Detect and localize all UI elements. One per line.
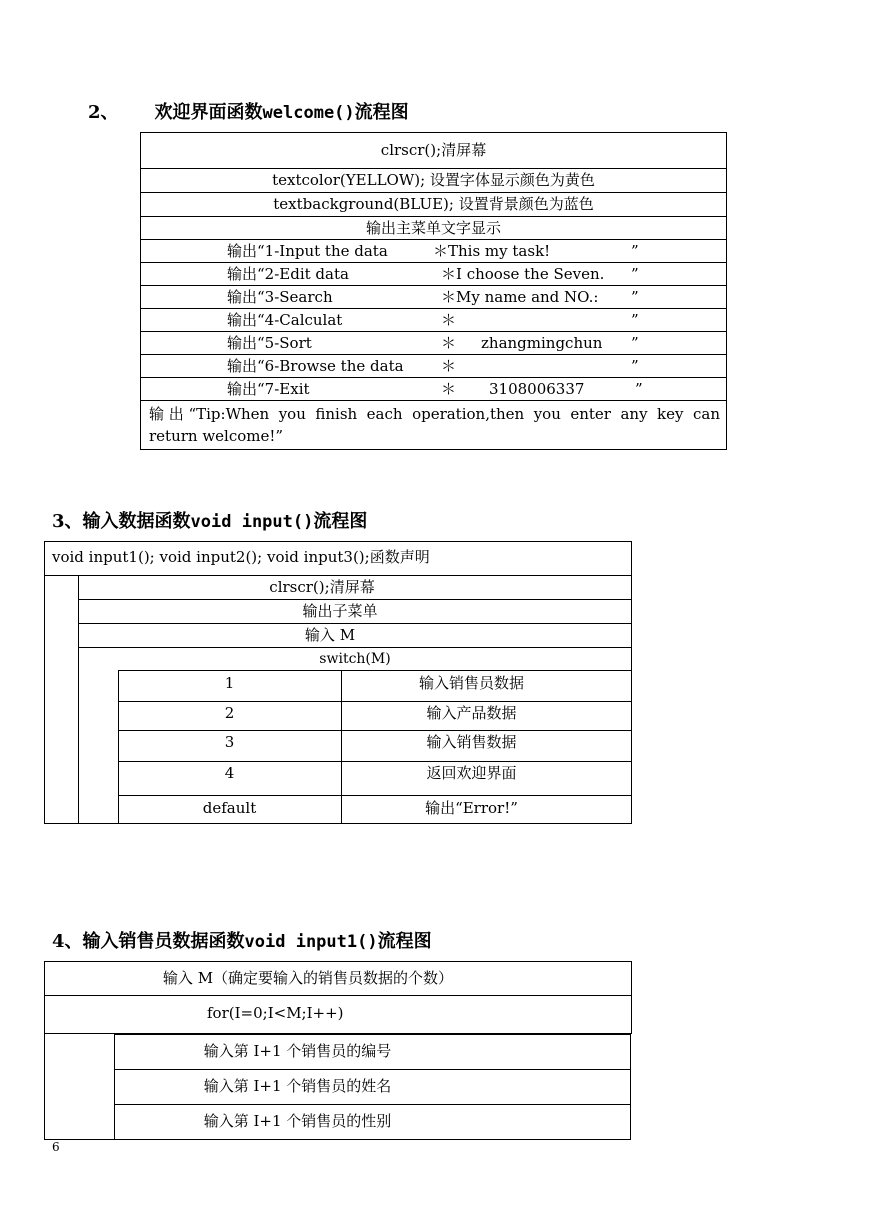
case-action-default: 输出“Error!”	[425, 799, 518, 817]
menu-left: 输出“2-Edit data	[227, 265, 349, 283]
menu-end: ”	[631, 334, 639, 352]
menu-end: ”	[631, 288, 639, 306]
section-2-number: 2、	[88, 102, 119, 123]
menu-left: 输出“5-Sort	[227, 334, 312, 352]
welcome-row-textcolor: textcolor(YELLOW); 设置字体显示颜色为黄色	[141, 168, 726, 192]
divider	[44, 1034, 45, 1140]
menu-mid: ＊	[441, 311, 457, 329]
menu-left: 输出“3-Search	[227, 288, 333, 306]
menu-end: ”	[631, 242, 639, 260]
section-2-heading	[88, 98, 409, 124]
input-switch: switch(M)	[319, 651, 391, 667]
menu-mid2: zhangmingchun	[481, 334, 603, 352]
welcome-row-textbackground: textbackground(BLUE); 设置背景颜色为蓝色	[141, 192, 726, 216]
menu-mid: ＊	[441, 334, 457, 352]
menu-left: 输出“6-Browse the data	[227, 357, 404, 375]
section-3-title-code: void input()	[190, 512, 314, 532]
case-action-4: 返回欢迎界面	[426, 764, 517, 782]
case-key-default: default	[202, 799, 257, 817]
section-3-title-pre: 3、输入数据函数	[52, 511, 191, 532]
welcome-row-clrscr: clrscr();清屏幕	[380, 141, 487, 159]
welcome-menu-row-4	[141, 308, 726, 331]
divider	[118, 795, 632, 796]
welcome-menu-row-3	[141, 285, 726, 308]
case-action-3: 输入销售数据	[426, 733, 517, 751]
menu-end: ”	[631, 265, 639, 283]
input-row-read-m: 输入 M	[304, 626, 356, 644]
input1-body-name: 输入第 I+1 个销售员的姓名	[203, 1077, 392, 1095]
section-4-title-code: void input1()	[244, 932, 378, 952]
menu-mid: ＊	[441, 380, 457, 398]
divider	[114, 1104, 631, 1105]
divider	[118, 670, 632, 671]
input1-for-loop: for(I=0;I<M;I++)	[207, 1004, 344, 1022]
welcome-menu-row-7	[141, 377, 726, 400]
case-key-2: 2	[224, 704, 235, 722]
menu-left: 输出“4-Calculat	[227, 311, 343, 329]
menu-end: ”	[631, 311, 639, 329]
section-2-title-post: 流程图	[354, 102, 409, 123]
divider	[114, 1069, 631, 1070]
section-2-title-code: welcome()	[262, 103, 355, 123]
welcome-row-tip: 输出“Tip:When you finish each operation,then you enter any key can return welcome!”	[141, 400, 726, 449]
case-action-2: 输入产品数据	[426, 704, 517, 722]
menu-left: 输出“7-Exit	[227, 380, 310, 398]
case-key-3: 3	[224, 733, 235, 751]
input-row-clrscr: clrscr();清屏幕	[269, 578, 375, 596]
case-action-1: 输入销售员数据	[418, 674, 524, 692]
input1-body-id: 输入第 I+1 个销售员的编号	[203, 1042, 392, 1060]
page-number: 6	[52, 1140, 60, 1154]
menu-end: ”	[631, 357, 639, 375]
input1-read-m: 输入 M（确定要输入的销售员数据的个数）	[162, 969, 454, 987]
input1-body-gender: 输入第 I+1 个销售员的性别	[203, 1112, 392, 1130]
section-3-title-post: 流程图	[313, 511, 368, 532]
menu-mid2: 3108006337	[489, 380, 585, 398]
menu-left: 输出“1-Input the data	[227, 242, 388, 260]
welcome-menu-row-1	[141, 239, 726, 262]
case-key-1: 1	[224, 674, 235, 692]
section-2-title-pre: 欢迎界面函数	[154, 102, 263, 123]
menu-mid: ＊My name and NO.:	[441, 288, 599, 306]
case-key-4: 4	[224, 764, 235, 782]
welcome-row-menu-title: 输出主菜单文字显示	[141, 216, 726, 239]
welcome-menu-row-2	[141, 262, 726, 285]
welcome-menu-row-5	[141, 331, 726, 354]
welcome-flowchart	[140, 132, 727, 450]
menu-mid: ＊I choose the Seven.	[441, 265, 605, 283]
input-decl: void input1(); void input2(); void input3();函数声明	[52, 548, 430, 566]
section-4-title-pre: 4、输入销售员数据函数	[52, 931, 245, 952]
section-4-title-post: 流程图	[377, 931, 432, 952]
menu-mid: ＊	[441, 357, 457, 375]
menu-mid: ＊This my task!	[433, 242, 551, 260]
section-4-heading	[52, 927, 432, 953]
section-3-heading	[52, 507, 367, 533]
menu-end: ”	[635, 380, 643, 398]
input-row-submenu: 输出子菜单	[302, 602, 378, 620]
welcome-menu-row-6	[141, 354, 726, 377]
